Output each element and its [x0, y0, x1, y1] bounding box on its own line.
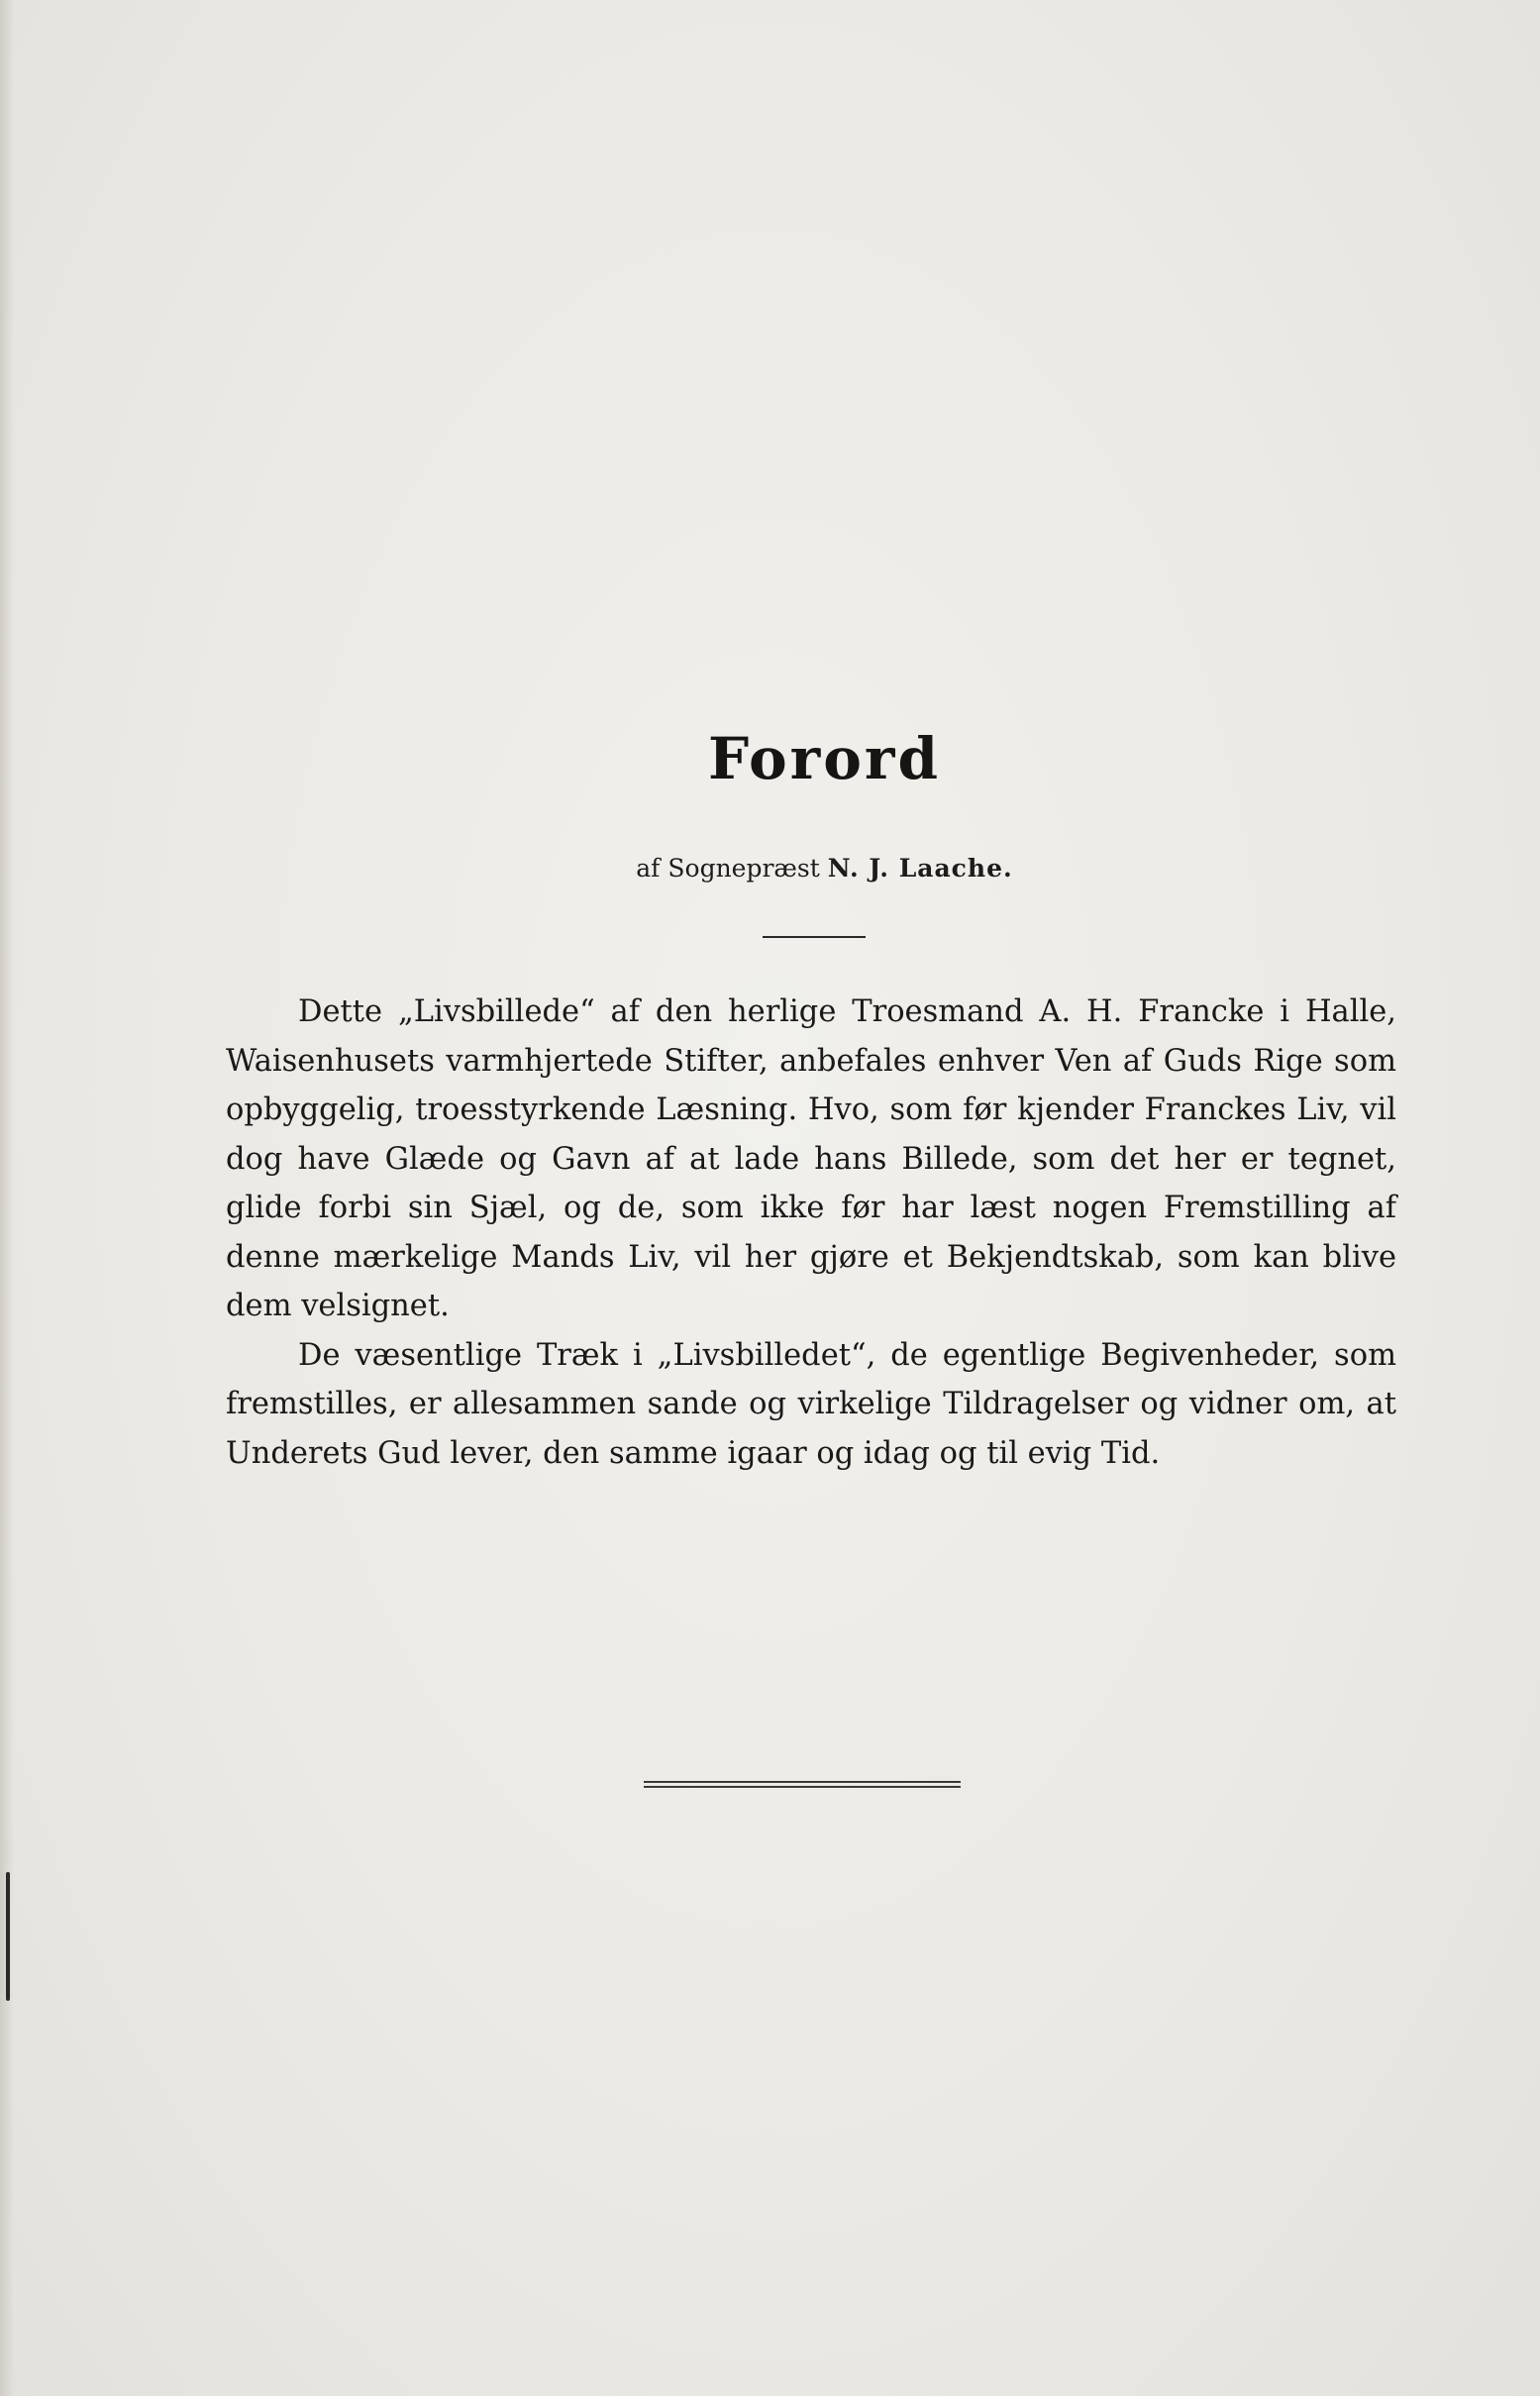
paragraph: Dette „Livsbillede“ af den herlige Troesmand A. H. Francke i Halle, Waisenhusets varmhjertede Stifter, anbefales enhver Ven af Guds Rige som opbyggelig, troesstyrkende Læsning. Hvo, som før kjender Franckes Liv, vil dog have Glæde og Gavn af at lade hans Billede, som det her er tegnet, glide forbi sin Sjæl, og de, som ikke før har læst nogen Fremstilling af denne mærkelige Mands Liv, vil her gjøre et Bekjendtskab, som kan blive dem velsignet. — [226, 994, 1396, 1323]
byline — [0, 854, 1540, 883]
end-divider — [644, 1781, 961, 1788]
margin-ink-mark — [6, 1872, 10, 2001]
page-title: Forord — [707, 725, 942, 792]
title-divider — [763, 936, 866, 938]
page-spine-shadow — [0, 0, 14, 2396]
foreword-body — [226, 988, 1396, 1478]
paragraph: De væsentlige Træk i „Livsbilledet“, de egentlige Begivenheder, som fremstilles, er allesammen sande og virkelige Tildragelser og vidner om, at Underets Gud lever, den samme igaar og idag og til evig Tid. — [226, 1337, 1396, 1471]
byline-author: N. J. Laache. — [827, 854, 1013, 883]
byline-prefix: af Sognepræst — [636, 854, 820, 883]
